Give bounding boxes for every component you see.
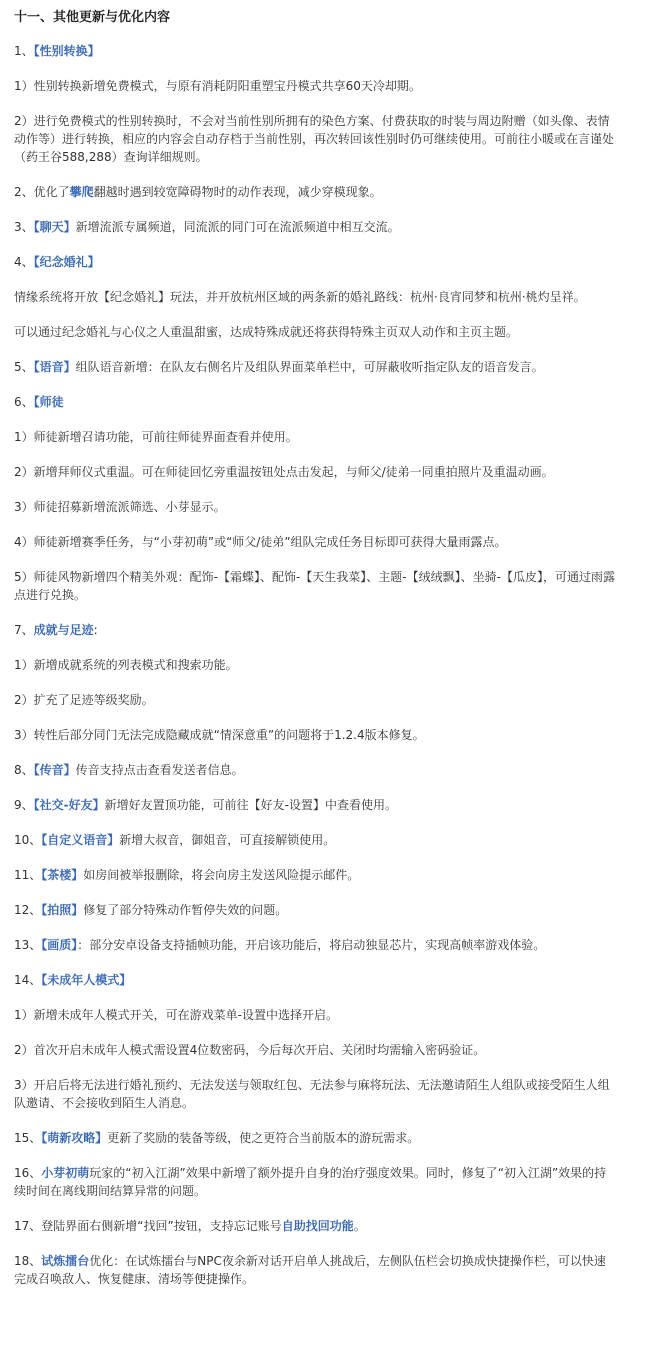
paragraph [14, 253, 617, 271]
paragraph-text: 3、 [14, 220, 34, 234]
paragraph [14, 112, 617, 166]
paragraph [14, 1006, 617, 1024]
paragraph-text: : [93, 623, 98, 637]
paragraph-text: 玩家的“初入江湖”效果中新增了额外提升自身的治疗强度效果。同时，修复了“初入江湖”效果的持续时间在离线期间结算异常的问题。 [14, 1166, 607, 1198]
paragraph-text: 4）师徒新增赛季任务，与“小芽初萌”或“师父/徒弟”组队完成任务目标即可获得大量雨露点。 [14, 535, 507, 549]
paragraph-text: 15、 [14, 1131, 42, 1145]
highlight-text: 自助找回功能 [281, 1219, 354, 1233]
highlight-text: 【社交-好友】 [33, 798, 105, 812]
paragraph [14, 323, 617, 341]
paragraph-text: 组队语音新增：在队友右侧名片及组队界面菜单栏中，可屏蔽收听指定队友的语音发言。 [75, 360, 544, 374]
paragraph [14, 393, 617, 411]
paragraph-text: 2）进行免费模式的性别转换时，不会对当前性别所拥有的染色方案、付费获取的时装与周边附赠（如头像、表情动作等）进行转换，相应的内容会自动存档于当前性别，再次转回该性别时仍可继续使用。可前往小暖或在言谨处（药王谷588,288）查询详细规则。 [14, 114, 615, 164]
paragraph [14, 77, 617, 95]
page-title: 十一、其他更新与优化内容 [14, 10, 171, 25]
highlight-text: 【纪念婚礼】 [33, 255, 100, 269]
paragraph-text: 更新了奖励的装备等级，使之更符合当前版本的游玩需求。 [107, 1131, 420, 1145]
paragraph [14, 1129, 617, 1147]
paragraph [14, 1041, 617, 1059]
paragraph [14, 796, 617, 814]
paragraph-text: 翻越时遇到较宽障碍物时的动作表现，减少穿模现象。 [93, 185, 382, 199]
highlight-text: 小芽初萌 [41, 1166, 90, 1180]
paragraph-text: 13、 [14, 938, 42, 952]
paragraph-text: 新增好友置顶功能，可前往【好友-设置】中查看使用。 [104, 798, 397, 812]
paragraph [14, 1252, 617, 1288]
paragraph [14, 831, 617, 849]
paragraph-text: 1、 [14, 44, 34, 58]
paragraph-text: 3）开启后将无法进行婚礼预约、无法发送与领取红包、无法参与麻将玩法、无法邀请陌生人组队或接受陌生人组队邀请、不会接收到陌生人消息。 [14, 1078, 610, 1110]
paragraph [14, 463, 617, 481]
paragraph-text: 情缘系统将开放【纪念婚礼】玩法，并开放杭州区域的两条新的婚礼路线：杭州·良宵同梦和杭州·桃灼呈祥。 [14, 290, 586, 304]
highlight-text: 【萌新攻略】 [41, 1131, 108, 1145]
paragraph-text: 2）扩充了足迹等级奖励。 [14, 693, 154, 707]
paragraph [14, 498, 617, 516]
paragraph-text: 18、 [14, 1254, 42, 1268]
paragraph [14, 218, 617, 236]
paragraph-text: 如房间被举报删除，将会向房主发送风险提示邮件。 [83, 868, 360, 882]
paragraph-text: 11、 [14, 868, 42, 882]
paragraph-text: 1）师徒新增召请功能，可前往师徒界面查看并使用。 [14, 430, 298, 444]
highlight-text: 【茶楼】 [41, 868, 84, 882]
paragraph [14, 183, 617, 201]
paragraph-text: 17、登陆界面右侧新增“找回”按钮，支持忘记账号 [14, 1219, 282, 1233]
paragraph [14, 533, 617, 551]
paragraph-text: 传音支持点击查看发送者信息。 [75, 763, 244, 777]
paragraph-text: 新增大叔音，御姐音，可直接解锁使用。 [119, 833, 336, 847]
highlight-text: 攀爬 [69, 185, 94, 199]
paragraph-text: 1）新增未成年人模式开关，可在游戏菜单-设置中选择开启。 [14, 1008, 338, 1022]
paragraph [14, 761, 617, 779]
paragraph-text: 5）师徒风物新增四个精美外观：配饰-【霜蝶】、配饰-【天生我菜】、主题-【绒绒飘】、坐骑-【瓜皮】，可通过雨露点进行兑换。 [14, 570, 615, 602]
paragraph-text: 16、 [14, 1166, 42, 1180]
paragraph-text: 1）性别转换新增免费模式，与原有消耗阴阳重塑宝丹模式共享60天冷却期。 [14, 79, 421, 93]
highlight-text: 成就与足迹 [33, 623, 94, 637]
paragraph-text: 2、优化了 [14, 185, 70, 199]
paragraph-text: 5、 [14, 360, 34, 374]
highlight-text: 【聊天】 [33, 220, 76, 234]
paragraph [14, 971, 617, 989]
highlight-text: 【师徒 [33, 395, 64, 409]
paragraph [14, 358, 617, 376]
paragraph-list [14, 42, 617, 1288]
paragraph [14, 901, 617, 919]
paragraph-text: 3）师徒招募新增流派筛选、小芽显示。 [14, 500, 226, 514]
paragraph-text: 4、 [14, 255, 34, 269]
paragraph-text: 12、 [14, 903, 42, 917]
paragraph-text: 6、 [14, 395, 34, 409]
paragraph-text: 14、 [14, 973, 42, 987]
highlight-text: 【语音】 [33, 360, 76, 374]
highlight-text: 【自定义语音】 [41, 833, 120, 847]
paragraph [14, 621, 617, 639]
paragraph-text: 优化：在试炼擂台与NPC夜余新对话开启单人挑战后，左侧队伍栏会切换成快捷操作栏，可以快速完成召唤敌人、恢复健康、清场等便捷操作。 [14, 1254, 606, 1286]
paragraph [14, 656, 617, 674]
paragraph-text: 可以通过纪念婚礼与心仪之人重温甜蜜，达成特殊成就还将获得特殊主页双人动作和主页主题。 [14, 325, 519, 339]
paragraph [14, 428, 617, 446]
paragraph [14, 42, 617, 60]
highlight-text: 试炼擂台 [41, 1254, 90, 1268]
highlight-text: 【未成年人模式】 [41, 973, 132, 987]
paragraph-text: 8、 [14, 763, 34, 777]
paragraph [14, 1076, 617, 1112]
paragraph [14, 691, 617, 709]
paragraph-text: 修复了部分特殊动作暂停失效的问题。 [83, 903, 288, 917]
paragraph [14, 936, 617, 954]
paragraph [14, 866, 617, 884]
highlight-text: 【性别转换】 [33, 44, 100, 58]
paragraph-text: 1）新增成就系统的列表模式和搜索功能。 [14, 658, 238, 672]
highlight-text: 【拍照】 [41, 903, 84, 917]
paragraph-text: 9、 [14, 798, 34, 812]
paragraph-text: 。 [353, 1219, 366, 1233]
paragraph-text: 2）首次开启未成年人模式需设置4位数密码，今后每次开启、关闭时均需输入密码验证。 [14, 1043, 486, 1057]
paragraph [14, 726, 617, 744]
paragraph [14, 1217, 617, 1235]
paragraph-text: ：部分安卓设备支持插帧功能，开启该功能后，将启动独显芯片，实现高帧率游戏体验。 [77, 938, 546, 952]
paragraph [14, 1164, 617, 1200]
paragraph-text: 新增流派专属频道，同流派的同门可在流派频道中相互交流。 [75, 220, 400, 234]
highlight-text: 【传音】 [33, 763, 76, 777]
paragraph-text: 2）新增拜师仪式重温。可在师徒回忆旁重温按钮处点击发起，与师父/徒弟一同重拍照片及重温动画。 [14, 465, 554, 479]
paragraph-text: 3）转性后部分同门无法完成隐藏成就“情深意重”的问题将于1.2.4版本修复。 [14, 728, 425, 742]
highlight-text: 【画质】 [41, 938, 78, 952]
paragraph-text: 7、 [14, 623, 34, 637]
paragraph [14, 288, 617, 306]
paragraph [14, 568, 617, 604]
paragraph-text: 10、 [14, 833, 42, 847]
